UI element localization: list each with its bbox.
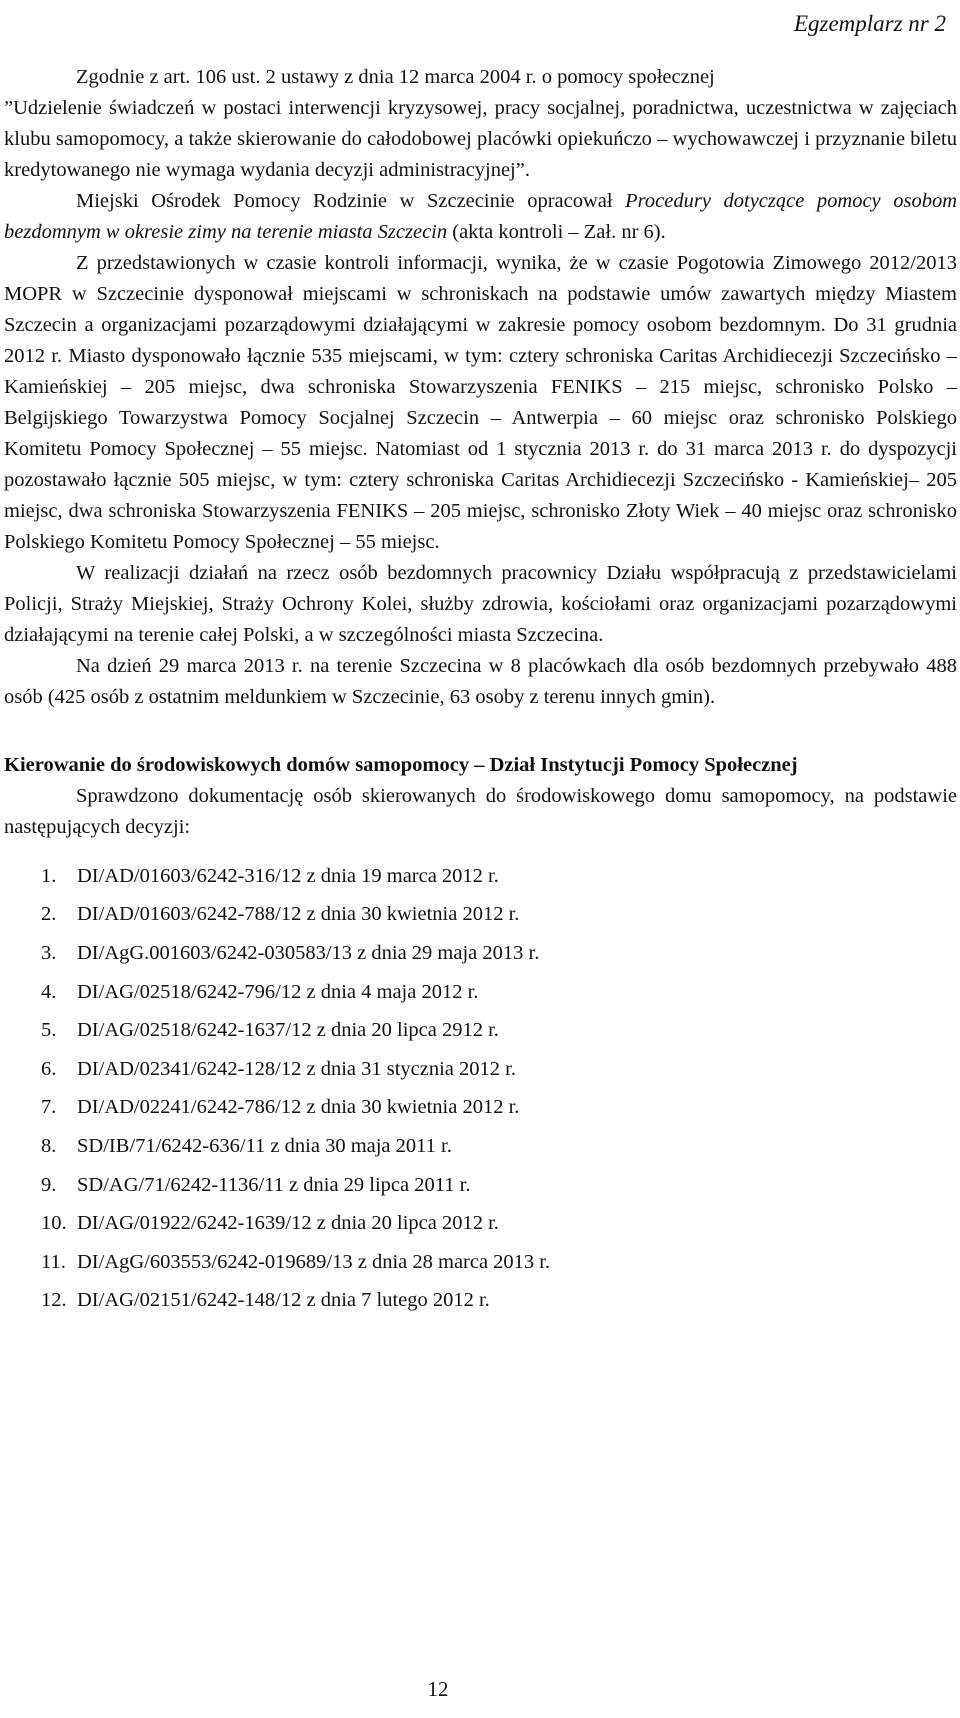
list-item-number: 12. <box>41 1289 67 1312</box>
list-item-text: DI/AG/02518/6242-796/12 z dnia 4 maja 2012 r. <box>77 980 479 1003</box>
list-item-number: 6. <box>41 1057 57 1080</box>
list-item <box>4 1243 957 1282</box>
list-item-text: SD/IB/71/6242-636/11 z dnia 30 maja 2011 r. <box>77 1134 452 1157</box>
list-item-number: 9. <box>41 1173 57 1196</box>
list-item-number: 8. <box>41 1134 57 1157</box>
list-item-text: DI/AG/01922/6242-1639/12 z dnia 20 lipca 2012 r. <box>77 1212 499 1235</box>
list-item <box>4 896 957 935</box>
page-number: 12 <box>427 1677 449 1701</box>
list-item <box>4 1282 957 1321</box>
section-heading: Kierowanie do środowiskowych domów samopomocy – Dział Instytucji Pomocy Społecznej <box>4 754 798 776</box>
section-intro: Sprawdzono dokumentację osób skierowanych do środowiskowego domu samopomocy, na podstawie następujących decyzji: <box>4 785 957 838</box>
list-item-number: 5. <box>41 1019 57 1042</box>
list-item-number: 2. <box>41 903 57 926</box>
list-item-text: DI/AG/02518/6242-1637/12 z dnia 20 lipca 2912 r. <box>77 1019 499 1042</box>
list-item-number: 3. <box>41 941 57 964</box>
copy-number-label: Egzemplarz nr 2 <box>793 11 946 36</box>
list-item-text: DI/AgG/603553/6242-019689/13 z dnia 28 marca 2013 r. <box>77 1250 551 1273</box>
list-item-text: DI/AD/02241/6242-786/12 z dnia 30 kwietnia 2012 r. <box>77 1096 520 1119</box>
list-item <box>4 1127 957 1166</box>
list-item <box>4 934 957 973</box>
list-item-text: SD/AG/71/6242-1136/11 z dnia 29 lipca 2011 r. <box>77 1173 471 1196</box>
procedures-title: Procedury dotyczące pomocy osobom bezdomnym w okresie zimy na terenie miasta Szczecin <box>4 190 957 243</box>
cooperation-paragraph: W realizacji działań na rzecz osób bezdomnych pracownicy Działu współpracują z przedstawicielami Policji, Straży Miejskiej, Straży Ochrony Kolei, służby zdrowia, kościołami oraz organizacjami pozarządowymi działającymi na terenie całej Polski, a w szczególności miasta Szczecina. <box>4 562 957 646</box>
residents-count-paragraph: Na dzień 29 marca 2013 r. na terenie Szczecina w 8 placówkach dla osób bezdomnych przebywało 488 osób (425 osób z ostatnim meldunkiem w Szczecinie, 63 osoby z terenu innych gmin). <box>4 655 957 708</box>
list-item-text: DI/AG/02151/6242-148/12 z dnia 7 lutego 2012 r. <box>77 1289 490 1312</box>
list-item <box>4 857 957 896</box>
list-item <box>4 1089 957 1128</box>
list-item-text: DI/AgG.001603/6242-030583/13 z dnia 29 maja 2013 r. <box>77 941 540 964</box>
list-item <box>4 1011 957 1050</box>
procedures-tail: (akta kontroli – Zał. nr 6). <box>447 221 666 243</box>
procedures-lead: Miejski Ośrodek Pomocy Rodzinie w Szczecinie opracował <box>76 190 626 212</box>
decisions-list <box>4 857 957 1320</box>
list-item-number: 1. <box>41 864 57 887</box>
procedures-paragraph <box>4 186 957 248</box>
list-item-number: 4. <box>41 980 57 1003</box>
list-item-number: 10. <box>41 1212 67 1235</box>
document-body <box>4 62 957 1320</box>
list-item-number: 11. <box>41 1250 66 1273</box>
list-item <box>4 1166 957 1205</box>
list-item <box>4 1050 957 1089</box>
legal-quote: ”Udzielenie świadczeń w postaci interwencji kryzysowej, pracy socjalnej, poradnictwa, uczestnictwa w zajęciach klubu samopomocy, a także skierowanie do całodobowej placówki opiekuńczo – wychowawczej i przyznanie biletu kredytowanego nie wymaga wydania decyzji administracyjnej”. <box>4 97 957 181</box>
list-item-text: DI/AD/01603/6242-788/12 z dnia 30 kwietnia 2012 r. <box>77 903 520 926</box>
legal-basis-line: Zgodnie z art. 106 ust. 2 ustawy z dnia 12 marca 2004 r. o pomocy społecznej <box>76 66 715 88</box>
section-spacer <box>4 713 957 750</box>
list-item-text: DI/AD/01603/6242-316/12 z dnia 19 marca 2012 r. <box>77 864 499 887</box>
shelter-capacity-paragraph: Z przedstawionych w czasie kontroli informacji, wynika, że w czasie Pogotowia Zimowego 2012/2013 MOPR w Szczecinie dysponował miejscami w schroniskach na podstawie umów zawartych między Miastem Szczecin a organizacjami pozarządowymi działającymi w zakresie pomocy osobom bezdomnym. Do 31 grudnia 2012 r. Miasto dysponowało łącznie 535 miejscami, w tym: cztery schroniska Caritas Archidiecezji Szczecińsko – Kamieńskiej – 205 miejsc, dwa schroniska Stowarzyszenia FENIKS – 215 miejsc, schronisko Polsko – Belgijskiego Towarzystwa Pomocy Socjalnej Szczecin – Antwerpia – 60 miejsc oraz schronisko Polskiego Komitetu Pomocy Społecznej – 55 miejsc. Natomiast od 1 stycznia 2013 r. do 31 marca 2013 r. do dyspozycji pozostawało łącznie 505 miejsc, w tym: cztery schroniska Caritas Archidiecezji Szczecińsko - Kamieńskiej– 205 miejsc, dwa schroniska Stowarzyszenia FENIKS – 205 miejsc, schronisko Złoty Wiek – 40 miejsc oraz schronisko Polskiego Komitetu Pomocy Społecznej – 55 miejsc. <box>4 252 957 553</box>
list-item-number: 7. <box>41 1096 57 1119</box>
list-item <box>4 1204 957 1243</box>
list-item <box>4 973 957 1012</box>
list-item-text: DI/AD/02341/6242-128/12 z dnia 31 stycznia 2012 r. <box>77 1057 516 1080</box>
